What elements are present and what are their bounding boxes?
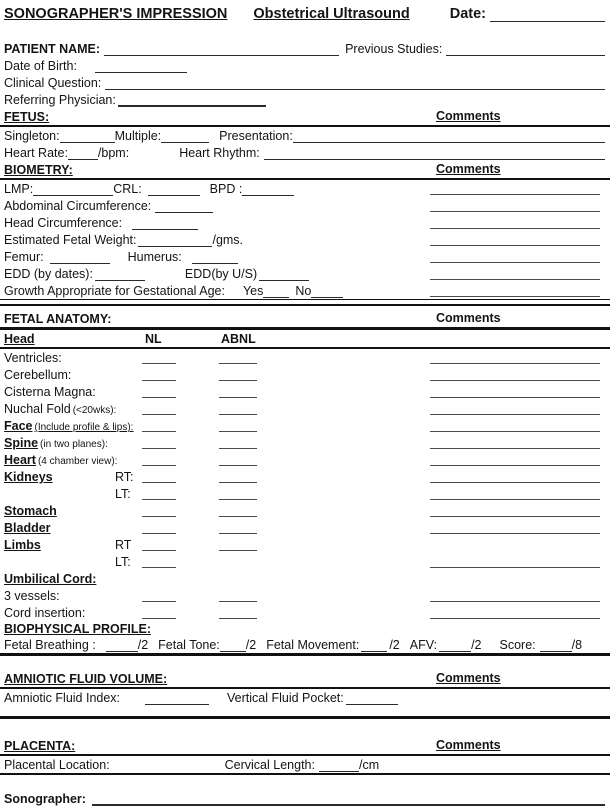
row-note: (4 chamber view): [37,456,118,467]
fetal-anatomy-section-label: FETAL ANATOMY: [4,312,112,326]
cisterna-magna-abnl-field[interactable] [219,397,257,398]
cm-label: /cm [358,758,380,772]
stomach-abnl-field[interactable] [219,516,257,517]
afv-field[interactable] [439,640,471,652]
spine-abnl-field[interactable] [219,448,257,449]
growth-row [0,282,610,299]
score-label: Score: [499,638,536,652]
fetal-tone-label: Fetal Tone: [158,638,220,652]
crl-field[interactable] [148,184,200,196]
row-note: (Include profile & lips): [34,422,134,433]
anatomy-row-spine [0,434,610,451]
afi-field[interactable] [145,693,209,705]
section-divider [0,716,610,719]
biometry-comments-label: Comments [436,162,501,176]
fetal-tone-field[interactable] [220,640,246,652]
anatomy-row-cord-insertion [0,604,610,621]
row-label: Nuchal Fold [4,402,71,416]
bladder-abnl-field[interactable] [219,533,257,534]
section-divider [0,299,610,306]
bladder-nl-field[interactable] [142,533,176,534]
heart-abnl-field[interactable] [219,465,257,466]
placenta-section-label: PLACENTA: [4,739,76,753]
nuchal-fold-abnl-field[interactable] [219,414,257,415]
sonographer-row [0,790,610,807]
abdominal-label: Abdominal Circumference: [4,199,152,213]
face-comment-field[interactable] [430,431,600,432]
edd-dates-label: EDD (by dates): [4,267,93,281]
row-label: Face [4,419,33,433]
biophysical-section-header [0,621,610,637]
slash2-label: /2 [389,638,400,652]
row-label: Cerebellum: [4,368,72,382]
anatomy-row-nuchal-fold [0,400,610,417]
row-sub-label: LT: [115,487,131,501]
cervical-length-label: Cervical Length: [224,758,315,772]
ventricles-abnl-field[interactable] [219,363,257,364]
sonographer-label: Sonographer: [4,792,86,806]
heart-rhythm-label: Heart Rhythm: [179,146,260,160]
form-subtitle: Obstetrical Ultrasound [253,6,410,22]
fetal-breathing-field[interactable] [106,640,138,652]
slash2-label: /2 [245,638,257,652]
singleton-label: Singleton: [4,129,60,143]
ventricles-nl-field[interactable] [142,363,176,364]
cerebellum-nl-field[interactable] [142,380,176,381]
heart-nl-field[interactable] [142,465,176,466]
vfp-label: Vertical Fluid Pocket: [227,691,344,705]
row-sub-label: RT: [115,470,134,484]
patient-name-field[interactable] [104,44,339,56]
gms-label: /gms. [212,233,244,247]
anatomy-row-limbs-rt [0,536,610,553]
anatomy-row-ventricles [0,349,610,366]
cerebellum-abnl-field[interactable] [219,380,257,381]
biometry-section-header [0,161,610,180]
heart-comment-field[interactable] [430,465,600,466]
limbs-lt-comment-field[interactable] [430,567,600,568]
growth-yes-field[interactable] [263,286,289,298]
fetus-comments-label: Comments [436,109,501,123]
growth-no-field[interactable] [311,286,343,298]
placenta-comments-label: Comments [436,738,501,752]
row-sub-label: LT: [115,555,131,569]
col-head-label: Head [4,332,35,346]
femur-label: Femur: [4,250,44,264]
anatomy-row-umbilical-cord [0,570,610,587]
spine-nl-field[interactable] [142,448,176,449]
bladder-comment-field[interactable] [430,533,600,534]
efw-row [0,231,610,248]
slash8-label: /8 [571,638,583,652]
biometry-comment-field-3[interactable] [430,228,600,229]
clinical-question-row [0,74,610,91]
afi-label: Amniotic Fluid Index: [4,691,121,705]
spine-comment-field[interactable] [430,448,600,449]
cervical-length-field[interactable] [319,760,359,772]
row-label: Ventricles: [4,351,62,365]
growth-label: Growth Appropriate for Gestational Age: [4,284,225,298]
kidneys-rt-comment-field[interactable] [430,482,600,483]
row-label: 3 vessels: [4,589,60,603]
biometry-comment-field-5[interactable] [430,262,600,263]
row-label: Bladder [4,521,51,535]
edd-row [0,265,610,282]
ventricles-comment-field[interactable] [430,363,600,364]
fetal-anatomy-comments-label: Comments [436,311,501,325]
previous-studies-label: Previous Studies: [345,42,443,56]
anatomy-row-3-vessels [0,587,610,604]
singleton-field[interactable] [60,131,115,143]
form-title: SONOGRAPHER'S IMPRESSION [4,6,228,22]
nuchal-fold-nl-field[interactable] [142,414,176,415]
row-label: Umbilical Cord: [4,572,97,586]
crl-label: CRL: [113,182,142,196]
date-label: Date: [449,6,486,22]
row-label: Limbs [4,538,41,552]
cerebellum-comment-field[interactable] [430,380,600,381]
growth-yes-label: Yes [242,284,264,298]
biometry-section-label: BIOMETRY: [4,163,73,177]
vessels-comment-field[interactable] [430,601,600,602]
bpm-label: /bpm: [97,146,130,160]
kidneys-rt-nl-field[interactable] [142,482,176,483]
row-label: Cisterna Magna: [4,385,96,399]
row-label: Stomach [4,504,57,518]
biophysical-section-label: BIOPHYSICAL PROFILE: [4,622,152,636]
biometry-comment-field-7[interactable] [430,296,600,297]
referring-physician-label: Referring Physician: [4,93,116,107]
fetal-movement-label: Fetal Movement: [266,638,360,652]
heart-rate-row [0,144,610,161]
kidneys-rt-abnl-field[interactable] [219,482,257,483]
afv-label: AFV: [409,638,438,652]
biophysical-score-row [0,637,610,656]
humerus-label: Humerus: [127,250,182,264]
humerus-field[interactable] [192,252,238,264]
previous-studies-field[interactable] [446,44,605,56]
fetal-anatomy-section-header [0,310,610,330]
anatomy-row-bladder [0,519,610,536]
growth-no-label: No [295,284,312,298]
biometry-comment-field-2[interactable] [430,211,600,212]
dob-field[interactable] [95,61,187,73]
cisterna-magna-comment-field[interactable] [430,397,600,398]
multiple-field[interactable] [161,131,209,143]
patient-name-row [0,40,610,57]
row-label: Heart [4,453,36,467]
col-abnl-label: ABNL [221,332,256,346]
cord-insertion-nl-field[interactable] [142,618,176,619]
anatomy-row-kidneys-lt [0,485,610,502]
presentation-field[interactable] [293,131,605,143]
anatomy-row-face [0,417,610,434]
row-note: (<20wks): [72,405,117,416]
referring-physician-field[interactable] [118,94,266,107]
lmp-field[interactable] [33,184,113,196]
amniotic-section-label: AMNIOTIC FLUID VOLUME: [4,672,168,686]
head-circ-row [0,214,610,231]
presentation-label: Presentation: [219,129,293,143]
col-nl-label: NL [145,332,162,346]
biometry-comment-field-6[interactable] [430,279,600,280]
amniotic-comments-label: Comments [436,671,501,685]
fetus-section-header [0,108,610,127]
cisterna-magna-nl-field[interactable] [142,397,176,398]
head-circ-label: Head Circumference: [4,216,123,230]
placental-location-label: Placental Location: [4,758,110,772]
edd-us-label: EDD(by U/S) [184,267,258,281]
kidneys-lt-comment-field[interactable] [430,499,600,500]
abdominal-row [0,197,610,214]
limbs-rt-nl-field[interactable] [142,550,176,551]
anatomy-row-heart [0,451,610,468]
row-note: (in two planes): [40,439,108,450]
score-field[interactable] [540,640,572,652]
amniotic-values-row [0,689,610,706]
efw-label: Estimated Fetal Weight: [4,233,137,247]
slash2-label: /2 [137,638,149,652]
form-header [0,0,610,23]
face-abnl-field[interactable] [219,431,257,432]
nuchal-fold-comment-field[interactable] [430,414,600,415]
clinical-question-field[interactable] [105,78,605,90]
anatomy-row-cerebellum [0,366,610,383]
edd-dates-field[interactable] [95,269,145,281]
slash2-label: /2 [471,638,482,652]
kidneys-lt-nl-field[interactable] [142,499,176,500]
fetal-breathing-label: Fetal Breathing : [4,638,96,652]
stomach-nl-field[interactable] [142,516,176,517]
anatomy-row-kidneys-rt [0,468,610,485]
heart-rate-label: Heart Rate: [4,146,68,160]
placenta-section-header [0,737,610,756]
vfp-field[interactable] [346,693,398,705]
dob-label: Date of Birth: [4,59,77,73]
biometry-comment-field-4[interactable] [430,245,600,246]
femur-row [0,248,610,265]
limbs-lt-nl-field[interactable] [142,567,176,568]
singleton-row [0,127,610,144]
stomach-comment-field[interactable] [430,516,600,517]
fetus-section-label: FETUS: [4,110,50,124]
lmp-row [0,180,610,197]
anatomy-row-limbs-lt [0,553,610,570]
vessels-abnl-field[interactable] [219,601,257,602]
amniotic-section-header [0,670,610,689]
kidneys-lt-abnl-field[interactable] [219,499,257,500]
heart-rate-field[interactable] [68,148,98,160]
bpd-field[interactable] [242,184,294,196]
efw-field[interactable] [138,235,212,247]
referring-physician-row [0,91,610,108]
biometry-comment-field-1[interactable] [430,194,600,195]
vessels-nl-field[interactable] [142,601,176,602]
anatomy-row-cisterna-magna [0,383,610,400]
anatomy-column-header [0,330,610,349]
sonographer-field[interactable] [92,793,605,806]
cord-insertion-abnl-field[interactable] [219,618,257,619]
heart-rhythm-field[interactable] [264,148,605,160]
limbs-rt-abnl-field[interactable] [219,550,257,551]
clinical-question-label: Clinical Question: [4,76,102,90]
row-label: Spine [4,436,39,450]
head-circumference-field[interactable] [132,218,198,230]
fetal-movement-field[interactable] [361,640,387,652]
row-sub-label: RT [115,538,132,552]
bpd-label: BPD : [209,182,243,196]
lmp-label: LMP: [4,182,34,196]
patient-name-label: PATIENT NAME: [4,42,101,56]
cord-insertion-comment-field[interactable] [430,618,600,619]
edd-us-field[interactable] [259,269,309,281]
multiple-label: Multiple: [114,129,162,143]
row-label: Kidneys [4,470,53,484]
placenta-values-row [0,756,610,775]
row-label: Cord insertion: [4,606,86,620]
date-field[interactable] [490,10,605,22]
femur-field[interactable] [50,252,110,264]
abdominal-circumference-field[interactable] [155,201,213,213]
dob-row [0,57,610,74]
face-nl-field[interactable] [142,431,176,432]
anatomy-row-stomach [0,502,610,519]
